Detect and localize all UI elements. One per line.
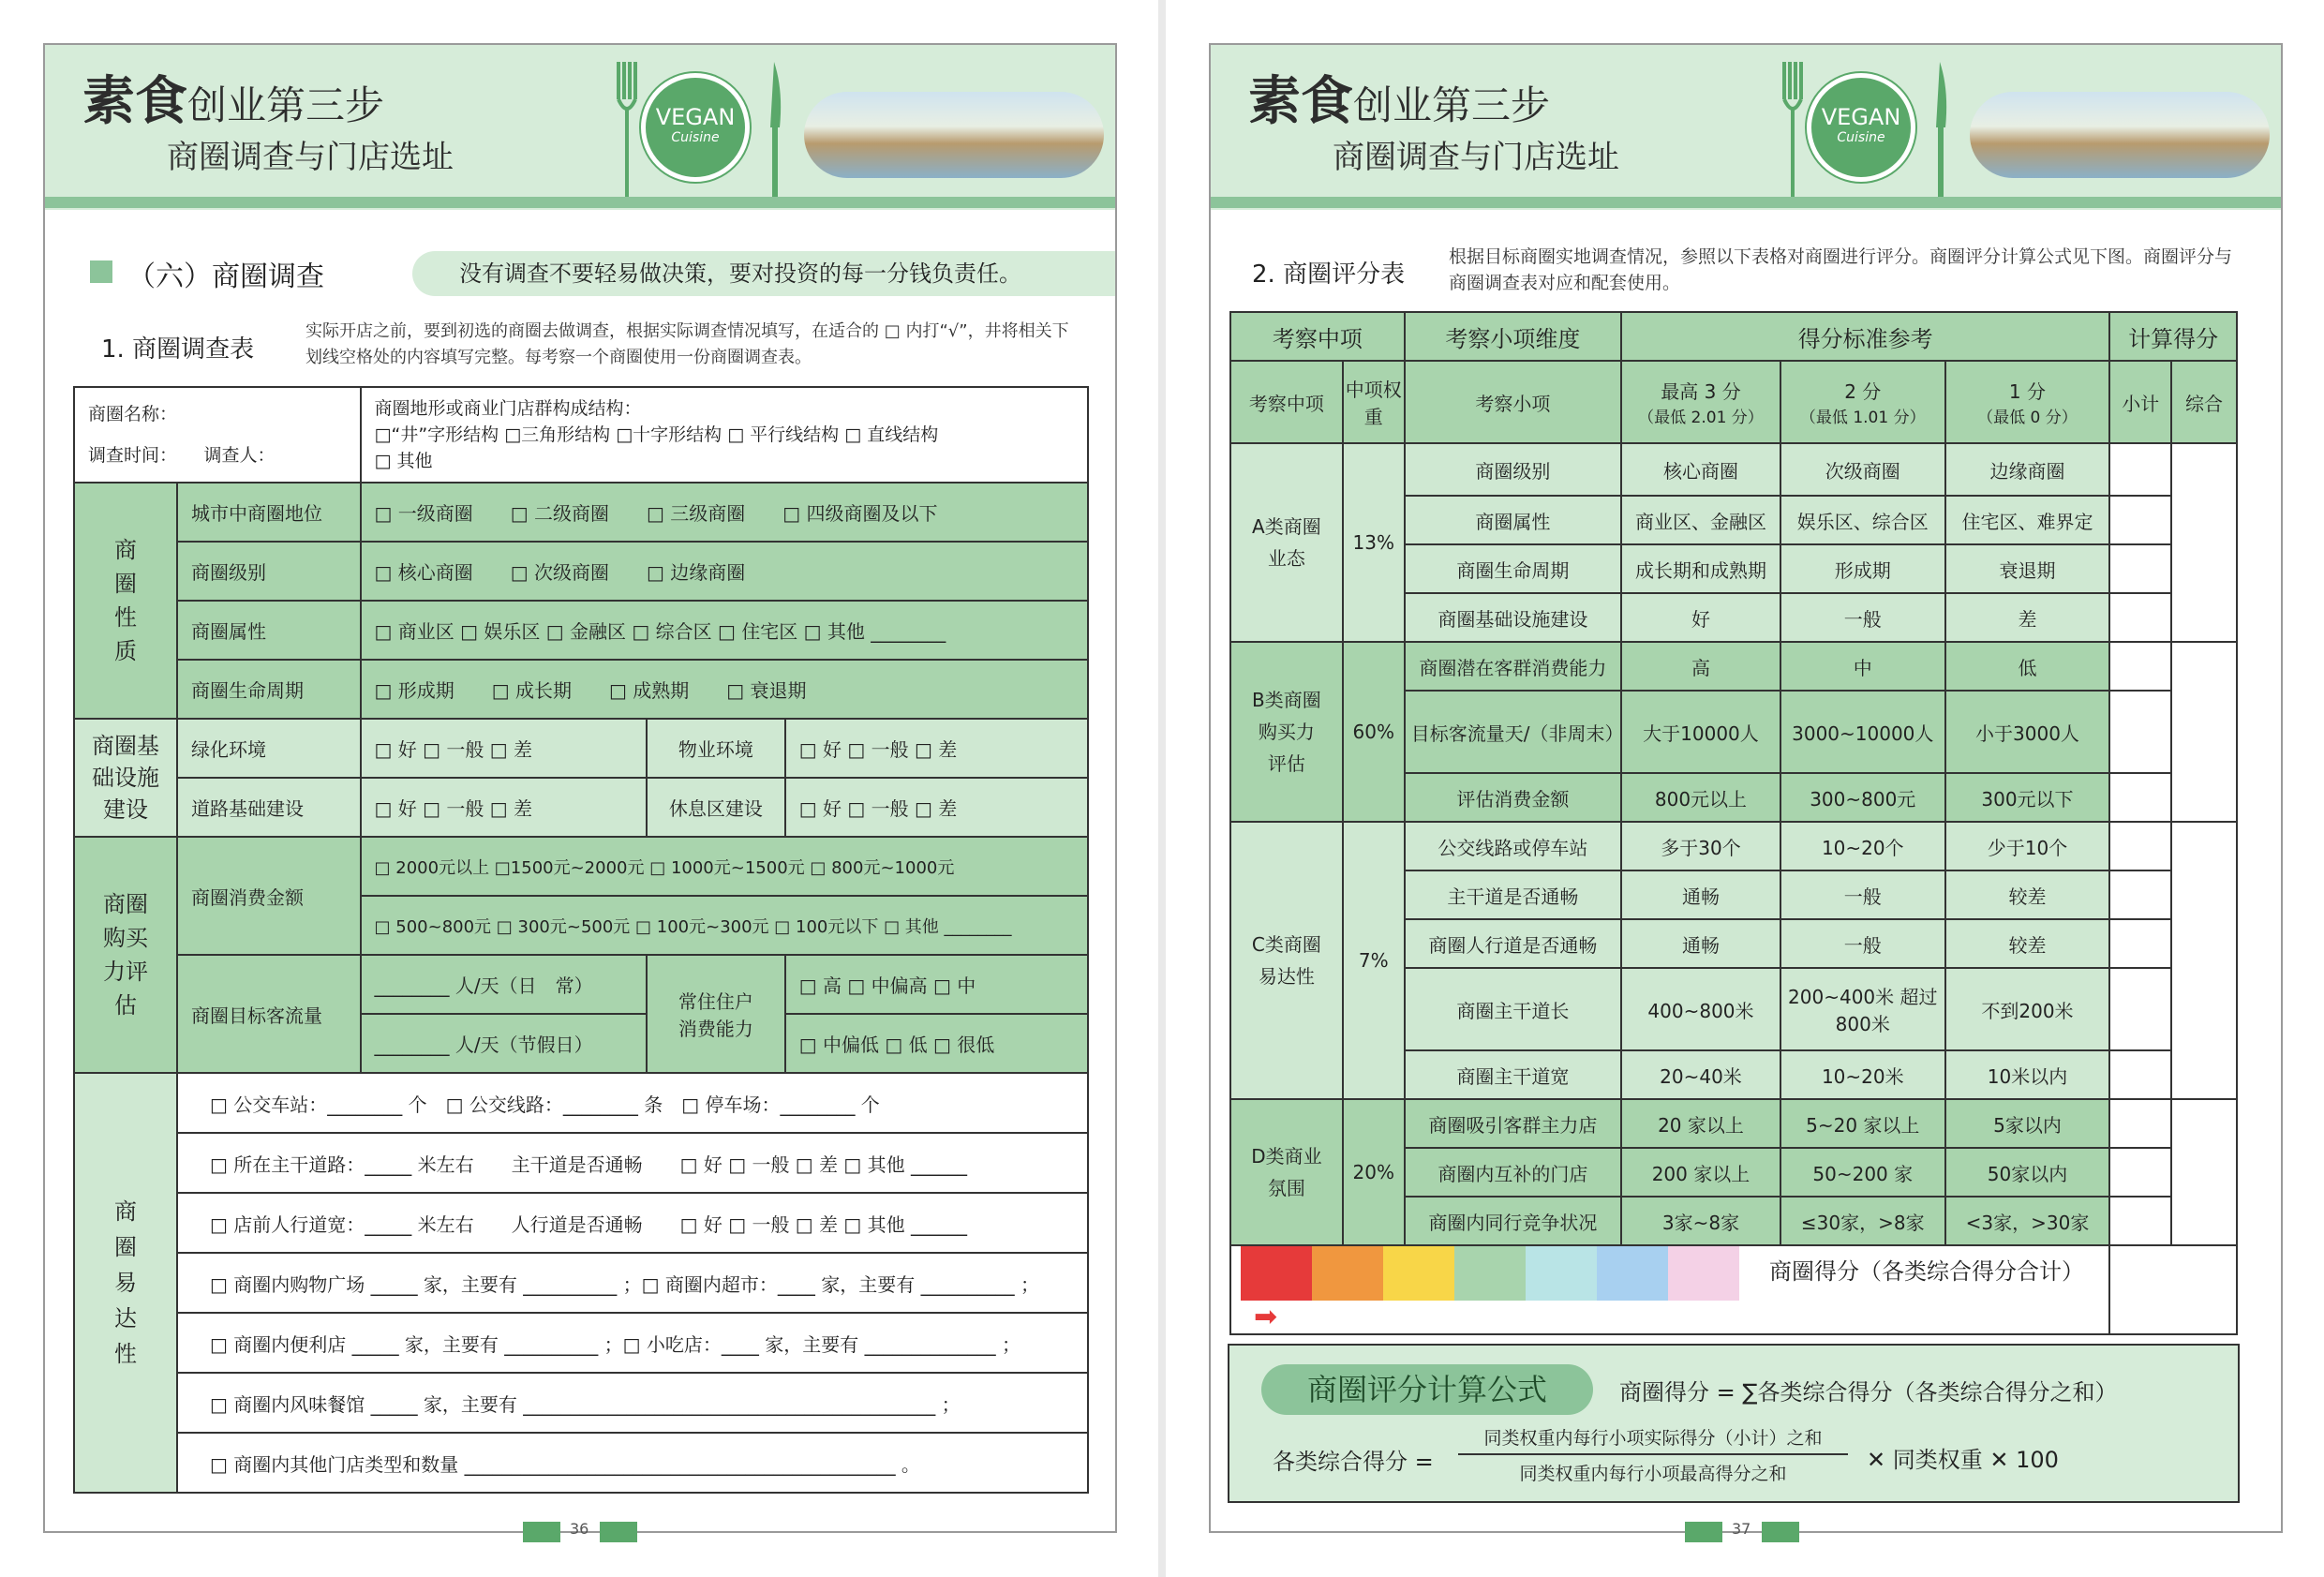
score-standard-cell: 商业区、金融区 [1621, 496, 1780, 544]
struct-other[interactable]: □ 其他 [374, 451, 433, 471]
score-standard-cell: 3000~10000人 [1780, 691, 1945, 773]
input-row[interactable]: □ 公交车站：________ 个 □ 公交线路：________ 条 □ 停车场：________ 个 [177, 1073, 1088, 1133]
score-standard-cell: 一般 [1780, 919, 1945, 968]
score-standard-cell: 不到200米 [1945, 968, 2110, 1050]
score-standard-cell: 好 [1621, 593, 1780, 642]
criterion-cell: 商圈内互补的门店 [1405, 1148, 1621, 1197]
subtotal-cell[interactable] [2109, 691, 2171, 773]
score-standard-cell: 次级商圈 [1780, 443, 1945, 496]
score-standard-cell: 一般 [1780, 593, 1945, 642]
score-standard-cell: 20 家以上 [1621, 1099, 1780, 1148]
color-swatch [1454, 1246, 1526, 1301]
input-row[interactable]: □ 所在主干道路：_____ 米左右 主干道是否通畅 □ 好 □ 一般 □ 差 □ 其他 ______ [177, 1133, 1088, 1193]
option-row[interactable]: □ 2000元以上 □1500元~2000元 □ 1000元~1500元 □ 800元~1000元 [361, 837, 1088, 896]
formula-2-rhs: ✕ 同类权重 ✕ 100 [1867, 1447, 2059, 1473]
criterion-cell: 商圈内同行竞争状况 [1405, 1197, 1621, 1245]
table-header-row: 考察中项 考察小项维度 得分标准参考 计算得分 [1230, 312, 2237, 361]
vegan-logo: VEGAN Cuisine [641, 73, 750, 182]
subtotal-cell[interactable] [2109, 773, 2171, 822]
score-standard-cell: 3家~8家 [1621, 1197, 1780, 1245]
formula-denominator: 同类权重内每行小项最高得分之和 [1519, 1464, 1787, 1484]
page-number: 36 [570, 1520, 589, 1538]
score-standard-cell: 较差 [1945, 919, 2110, 968]
field-person[interactable]: 调查人： [203, 445, 276, 466]
composite-cell[interactable] [2171, 642, 2237, 822]
score-standard-cell: 中 [1780, 642, 1945, 691]
subtotal-cell[interactable] [2109, 544, 2171, 593]
criterion-cell: 商圈吸引客群主力店 [1405, 1099, 1621, 1148]
total-score-label: 商圈得分（各类综合得分合计） [1769, 1257, 2084, 1285]
table-note: 根据目标商圈实地调查情况，参照以下表格对商圈进行评分。商圈评分计算公式见下图。商圈评分与商圈调查表对应和配套使用。 [1449, 246, 2233, 293]
score-standard-cell: 边缘商圈 [1945, 443, 2110, 496]
criterion-cell: 商圈基础设施建设 [1405, 593, 1621, 642]
score-standard-cell: 50~200 家 [1780, 1148, 1945, 1197]
score-standard-cell: 低 [1945, 642, 2110, 691]
score-standard-cell: <3家，>30家 [1945, 1197, 2110, 1245]
formula-box [1228, 1344, 2240, 1503]
criterion-cell: 商圈级别 [1405, 443, 1621, 496]
composite-cell[interactable] [2171, 1099, 2237, 1245]
score-standard-cell: 一般 [1780, 870, 1945, 919]
header-title: 素食创业第三步 [1248, 71, 1551, 132]
input-row[interactable]: □ 商圈内便利店 _____ 家，主要有 __________ ；□ 小吃店：____ 家，主要有 ______________ ； [177, 1313, 1088, 1373]
page-number: 37 [1732, 1520, 1751, 1538]
score-standard-cell: 多于30个 [1621, 822, 1780, 870]
criterion-cell: 商圈主干道宽 [1405, 1050, 1621, 1099]
criterion-cell: 商圈生命周期 [1405, 544, 1621, 593]
subtotal-cell[interactable] [2109, 443, 2171, 496]
criterion-cell: 商圈人行道是否通畅 [1405, 919, 1621, 968]
option-row[interactable]: □ 中偏低 □ 低 □ 很低 [785, 1014, 1088, 1073]
score-standard-cell: 10~20米 [1780, 1050, 1945, 1099]
section-title: （六）商圈调查 [127, 260, 324, 293]
color-swatch [1668, 1246, 1739, 1301]
option-row[interactable]: □ 核心商圈 □ 次级商圈 □ 边缘商圈 [361, 542, 1088, 601]
section-marker [90, 260, 112, 283]
option-row[interactable]: □ 好 □ 一般 □ 差 [361, 778, 647, 837]
group-weight: 7% [1343, 822, 1405, 1099]
subtotal-cell[interactable] [2109, 870, 2171, 919]
score-row [1230, 1099, 2237, 1148]
subtotal-cell[interactable] [2109, 1099, 2171, 1148]
score-standard-cell: 10~20个 [1780, 822, 1945, 870]
option-row[interactable]: □ 一级商圈 □ 二级商圈 □ 三级商圈 □ 四级商圈及以下 [361, 483, 1088, 542]
score-standard-cell: 少于10个 [1945, 822, 2110, 870]
header-subtitle: 商圈调查与门店选址 [1333, 139, 1619, 176]
color-swatch [1526, 1246, 1597, 1301]
score-standard-cell: 400~800米 [1621, 968, 1780, 1050]
score-standard-cell: 300元以下 [1945, 773, 2110, 822]
score-standard-cell: 5家以内 [1945, 1099, 2110, 1148]
score-standard-cell: 200 家以上 [1621, 1148, 1780, 1197]
formula-numerator: 同类权重内每行小项实际得分（小计）之和 [1458, 1424, 1848, 1455]
option-row[interactable]: □ 好 □ 一般 □ 差 [785, 719, 1088, 778]
table-title: 1. 商圈调查表 [101, 335, 255, 364]
score-standard-cell: 通畅 [1621, 919, 1780, 968]
subtotal-cell[interactable] [2109, 642, 2171, 691]
composite-cell[interactable] [2171, 443, 2237, 642]
subtotal-cell[interactable] [2109, 919, 2171, 968]
formula-2-lhs: 各类综合得分 = [1273, 1449, 1434, 1475]
score-standard-cell: 小于3000人 [1945, 691, 2110, 773]
criterion-cell: 商圈属性 [1405, 496, 1621, 544]
score-standard-cell: 高 [1621, 642, 1780, 691]
score-standard-cell: 较差 [1945, 870, 2110, 919]
input-row[interactable]: □ 店前人行道宽：_____ 米左右 人行道是否通畅 □ 好 □ 一般 □ 差 □ 其他 ______ [177, 1193, 1088, 1253]
table-title: 2. 商圈评分表 [1252, 260, 1406, 289]
input-row[interactable]: ________ 人/天（节假日） [361, 1014, 647, 1073]
group-name: C类商圈易达性 [1230, 822, 1343, 1099]
input-row[interactable]: □ 商圈内风味餐馆 _____ 家，主要有 ____________________________________________ ； [177, 1373, 1088, 1433]
color-swatch [1241, 1246, 1312, 1301]
score-standard-cell: 800元以上 [1621, 773, 1780, 822]
score-standard-cell: 成长期和成熟期 [1621, 544, 1780, 593]
option-row[interactable]: □ 500~800元 □ 300元~500元 □ 100元~300元 □ 100元以下 □ 其他 ________ [361, 896, 1088, 955]
score-standard-cell: 差 [1945, 593, 2110, 642]
formula-title: 商圈评分计算公式 [1261, 1364, 1593, 1415]
group-weight: 13% [1343, 443, 1405, 642]
group-name: D类商业氛围 [1230, 1099, 1343, 1245]
group-weight: 20% [1343, 1099, 1405, 1245]
total-score-cell[interactable] [2109, 1245, 2237, 1334]
group-weight: 60% [1343, 642, 1405, 822]
subtotal-cell[interactable] [2109, 1148, 2171, 1197]
group-name: A类商圈业态 [1230, 443, 1343, 642]
score-standard-cell: 大于10000人 [1621, 691, 1780, 773]
score-standard-cell: 10米以内 [1945, 1050, 2110, 1099]
left-page [0, 0, 1158, 1577]
score-standard-cell: 住宅区、难界定 [1945, 496, 2110, 544]
table-note: 实际开店之前，要到初选的商圈去做调查，根据实际调查情况填写，在适合的 □ 内打“√”，井将相关下划线空格处的内容填写完整。每考察一个商圈使用一份商圈调查表。 [305, 321, 1069, 367]
score-standard-cell: 50家以内 [1945, 1148, 2110, 1197]
color-swatches [1241, 1261, 1739, 1284]
score-standard-cell: 形成期 [1780, 544, 1945, 593]
survey-table: 商圈名称： 调查时间： 调查人： 商圈地形或商业门店群构成结构： □“井”字形结构 □三角形结构 □十字形结构 □ 平行线结构 □ 直线结构 □ 其他 商圈性质 城市中商圈地位 □ 一级商圈 □ 二级商圈 □ 三级商圈 □ 四级商圈及以下 商圈级别 □ 核心商圈 □ 次级商圈 □ 边缘商圈 商圈属性 □ 商业区 □ 娱乐区 □ 金融区 □ 综合区 □ 住宅区 □ 其他 ________ 商圈生命周期 □ 形成期 □ 成长期 □ 成熟期 □ 衰退期 商圈基础设施建设 绿化环境 □ 好 □ 一般 □ 差 物业环境 □ 好 □ 一般 □ 差 道路基础建设 □ 好 □ 一般 □ 差 休息区建设 □ 好 □ 一般 □ 差 商圈购买力评估 商圈消费金额 □ 2000元以上 □1500元~2000元 □ 1000元~1500元 □ 800元~1000元 □ 500~800元 □ 300元~500元 □ 100元~300元 □ 100元以下 □ 其他 ________ 商圈目标客流量 ________ 人/天（日 常） 常住住户消费能力 □ 高 □ 中偏高 □ 中 ________ 人/天（节假日） □ 中偏低 □ 低 □ 很低 商圈易达性 □ 公交车站：________ 个 □ 公交线路：________ 条 □ 停车场：________ 个 □ 所在主干道路：_____ 米左右 主干道是否通畅 □ 好 □ 一般 □ 差 □ 其他 ______ □ 店前人行道宽：_____ 米左右 人行道是否通畅 □ 好 □ 一般 □ 差 □ 其他 ______ □ 商圈内购物广场 _____ 家，主要有 __________ ；□ 商圈内超市：____ 家，主要有 __________ ； □ 商圈内便利店 _____ 家，主要有 __________ ；□ 小吃店：____ 家，主要有 ______________ ； □ 商圈内风味餐馆 _____ 家，主要有 ____________________________________________ ； □ 商圈内其他门店类型和数量 ______________________________________________ 。 [73, 386, 1089, 1494]
subtotal-cell[interactable] [2109, 1197, 2171, 1245]
input-row[interactable]: ________ 人/天（日 常） [361, 955, 647, 1014]
score-standard-cell: 通畅 [1621, 870, 1780, 919]
formula-1: 商圈得分 = ∑各类综合得分（各类综合得分之和） [1619, 1379, 2118, 1406]
table-header-row: 考察中项 中项权重 考察小项 最高 3 分 （最低 2.01 分） 2 分 （最低 1.01 分） 1 分 （最低 0 分） 小计 综合 [1230, 361, 2237, 443]
arrow-right-icon: ➡ [1254, 1301, 1278, 1333]
option-row[interactable]: □ 高 □ 中偏高 □ 中 [785, 955, 1088, 1014]
color-swatch [1383, 1246, 1454, 1301]
score-standard-cell: 20~40米 [1621, 1050, 1780, 1099]
header-title: 素食创业第三步 [82, 71, 385, 132]
field-time[interactable]: 调查时间： [88, 445, 169, 466]
group-name: B类商圈购买力评估 [1230, 642, 1343, 822]
slogan: 没有调查不要轻易做决策，要对投资的每一分钱负责任。 [412, 251, 1115, 296]
input-row[interactable]: □ 商圈内其他门店类型和数量 ______________________________________________ 。 [177, 1433, 1088, 1493]
option-row[interactable]: □ 商业区 □ 娱乐区 □ 金融区 □ 综合区 □ 住宅区 □ 其他 ________ [361, 601, 1088, 660]
criterion-cell: 商圈潜在客群消费能力 [1405, 642, 1621, 691]
score-row [1230, 642, 2237, 691]
subtotal-cell[interactable] [2109, 968, 2171, 1050]
color-swatch [1312, 1246, 1383, 1301]
score-standard-cell: 娱乐区、综合区 [1780, 496, 1945, 544]
struct-options[interactable]: □“井”字形结构 □三角形结构 □十字形结构 □ 平行线结构 □ 直线结构 [374, 424, 939, 445]
vegan-logo: VEGAN Cuisine [1807, 73, 1915, 182]
option-row[interactable]: □ 形成期 □ 成长期 □ 成熟期 □ 衰退期 [361, 660, 1088, 719]
subtotal-cell[interactable] [2109, 1050, 2171, 1099]
field-name[interactable]: 商圈名称： [88, 404, 178, 424]
color-swatch [1597, 1246, 1668, 1301]
score-standard-cell: 5~20 家以上 [1780, 1099, 1945, 1148]
criterion-cell: 目标客流量天/（非周末） [1405, 691, 1621, 773]
subtotal-cell[interactable] [2109, 496, 2171, 544]
option-row[interactable]: □ 好 □ 一般 □ 差 [785, 778, 1088, 837]
input-row[interactable]: □ 商圈内购物广场 _____ 家，主要有 __________ ；□ 商圈内超市：____ 家，主要有 __________ ； [177, 1253, 1088, 1313]
score-standard-cell: 核心商圈 [1621, 443, 1780, 496]
option-row[interactable]: □ 好 □ 一般 □ 差 [361, 719, 647, 778]
subtotal-cell[interactable] [2109, 593, 2171, 642]
composite-cell[interactable] [2171, 822, 2237, 1099]
score-standard-cell: 200~400米 超过800米 [1780, 968, 1945, 1050]
criterion-cell: 主干道是否通畅 [1405, 870, 1621, 919]
score-standard-cell: 300~800元 [1780, 773, 1945, 822]
score-standard-cell: 衰退期 [1945, 544, 2110, 593]
score-row [1230, 443, 2237, 496]
criterion-cell: 评估消费金额 [1405, 773, 1621, 822]
criterion-cell: 商圈主干道长 [1405, 968, 1621, 1050]
score-table [1229, 311, 2238, 1335]
header-subtitle: 商圈调查与门店选址 [167, 139, 454, 176]
subtotal-cell[interactable] [2109, 822, 2171, 870]
criterion-cell: 公交线路或停车站 [1405, 822, 1621, 870]
score-row [1230, 822, 2237, 870]
score-standard-cell: ≤30家，>8家 [1780, 1197, 1945, 1245]
total-score-row [1230, 1245, 2237, 1334]
